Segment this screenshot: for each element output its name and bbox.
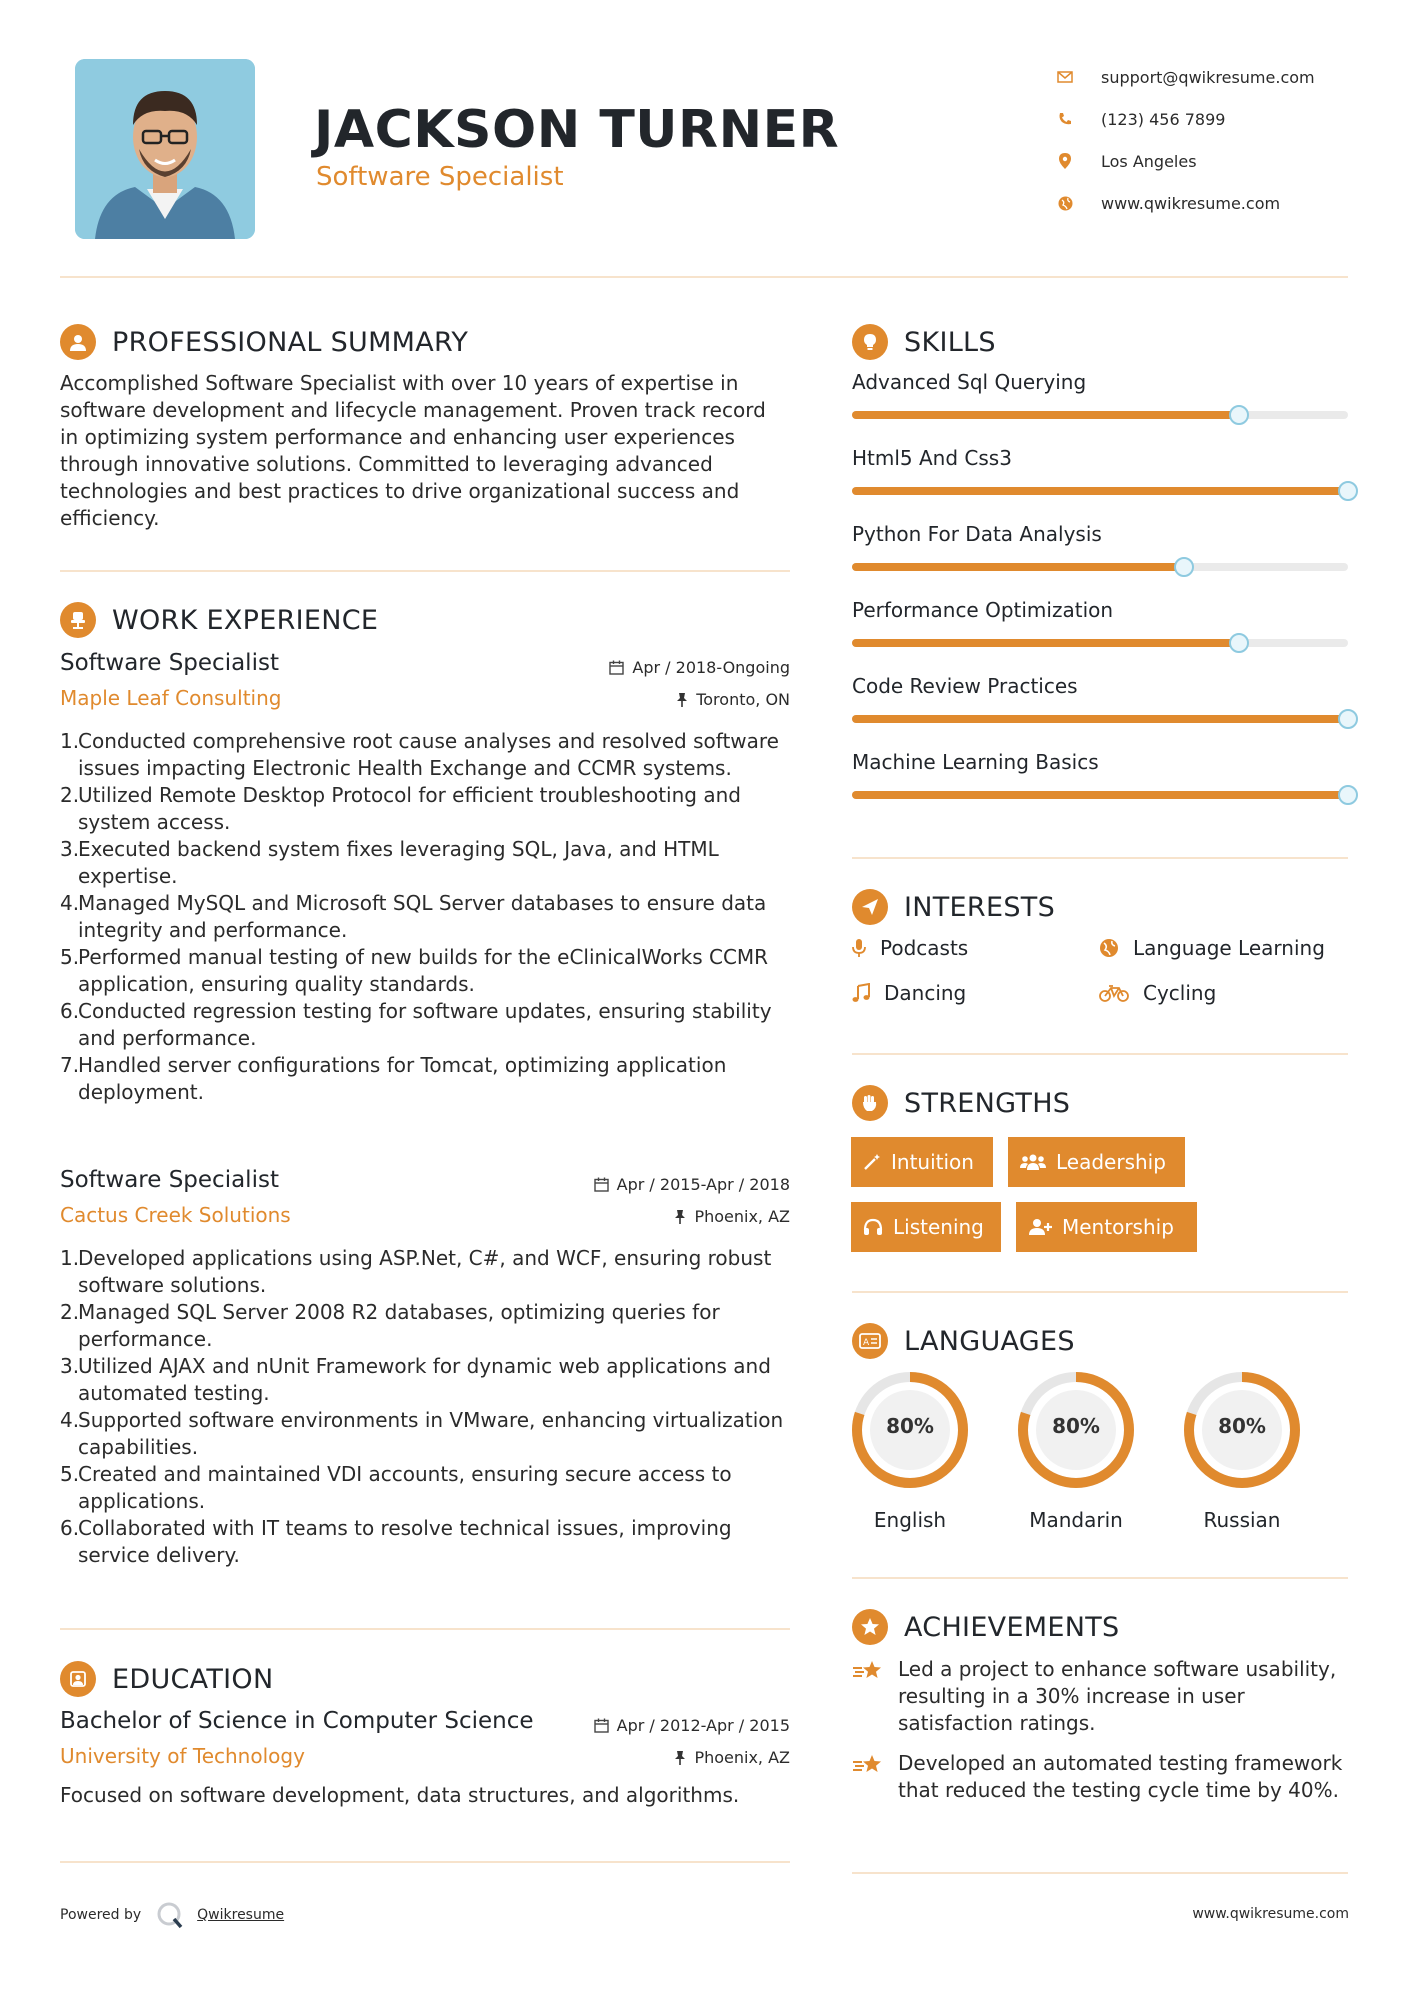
office-chair-icon bbox=[60, 602, 96, 638]
graduate-icon bbox=[60, 1661, 96, 1697]
contact-location bbox=[1055, 140, 1355, 182]
job-location bbox=[674, 1207, 790, 1226]
strength-badge bbox=[1016, 1202, 1197, 1252]
interest-label: Podcasts bbox=[880, 936, 969, 960]
envelope-icon bbox=[1055, 67, 1075, 87]
summary-heading bbox=[60, 324, 468, 360]
education-location-text: Phoenix, AZ bbox=[694, 1748, 790, 1767]
interests-divider bbox=[852, 1053, 1348, 1055]
skill-bar-fill bbox=[852, 411, 1239, 419]
calendar-icon bbox=[594, 1718, 609, 1733]
strength-badge bbox=[851, 1137, 993, 1187]
skill-bar-fill bbox=[852, 563, 1184, 571]
shooting-star-icon bbox=[852, 1659, 884, 1683]
strength-label: Leadership bbox=[1056, 1150, 1166, 1174]
pushpin-icon bbox=[674, 1750, 686, 1765]
interest-item bbox=[852, 981, 966, 1005]
skill-name: Machine Learning Basics bbox=[852, 750, 1099, 774]
summary-title: PROFESSIONAL SUMMARY bbox=[112, 326, 469, 358]
language-name: English bbox=[873, 1508, 947, 1532]
skills-heading bbox=[852, 324, 996, 360]
achievement-item bbox=[852, 1750, 1352, 1804]
contact-email[interactable] bbox=[1055, 56, 1355, 98]
list-item: 2. Utilized Remote Desktop Protocol for efficient troubleshooting and system access. bbox=[60, 783, 741, 834]
pushpin-icon bbox=[674, 1209, 686, 1224]
interests-title: INTERESTS bbox=[904, 891, 1056, 923]
job-company: Cactus Creek Solutions bbox=[60, 1203, 291, 1227]
job-title: Software Specialist bbox=[60, 1167, 279, 1193]
skill-bar bbox=[852, 487, 1348, 495]
skill-bar-knob bbox=[1338, 481, 1358, 501]
contact-website[interactable] bbox=[1055, 182, 1355, 224]
languages-divider bbox=[852, 1577, 1348, 1579]
degree-title: Bachelor of Science in Computer Science bbox=[60, 1708, 534, 1734]
language-item bbox=[1016, 1370, 1136, 1532]
svg-text:A: A bbox=[863, 1338, 870, 1348]
map-pin-icon bbox=[1055, 151, 1075, 171]
list-item: 5. Created and maintained VDI accounts, ensuring secure access to applications. bbox=[60, 1462, 732, 1513]
interest-item bbox=[852, 936, 968, 960]
job-bullets bbox=[60, 728, 790, 1106]
list-item: 2. Managed SQL Server 2008 R2 databases, optimizing queries for performance. bbox=[60, 1300, 720, 1351]
language-percent: 80% bbox=[1218, 1414, 1266, 1438]
skill-bar-knob bbox=[1229, 405, 1249, 425]
job-location bbox=[676, 690, 790, 709]
interest-item bbox=[1099, 981, 1216, 1005]
achievements-title: ACHIEVEMENTS bbox=[904, 1611, 1120, 1643]
skill-name: Code Review Practices bbox=[852, 674, 1078, 698]
list-item: 6. Conducted regression testing for software updates, ensuring stability and performance. bbox=[60, 999, 772, 1050]
achievement-text: Led a project to enhance software usability, resulting in a 30% increase in user satisfaction ratings. bbox=[898, 1657, 1337, 1735]
skill-bar-knob bbox=[1229, 633, 1249, 653]
achievements-heading bbox=[852, 1609, 1120, 1645]
pushpin-icon bbox=[676, 692, 688, 707]
education-dates-text: Apr / 2012-Apr / 2015 bbox=[616, 1716, 790, 1735]
contact-phone[interactable] bbox=[1055, 98, 1355, 140]
job-company: Maple Leaf Consulting bbox=[60, 686, 282, 710]
job-entry bbox=[60, 650, 790, 1106]
interest-label: Cycling bbox=[1143, 981, 1217, 1005]
footer-powered-by bbox=[60, 1900, 284, 1930]
bicycle-icon bbox=[1099, 984, 1129, 1002]
powered-by-label: Powered by bbox=[60, 1907, 142, 1923]
summary-divider bbox=[60, 570, 790, 572]
skill-bar bbox=[852, 411, 1348, 419]
header-divider bbox=[60, 276, 1348, 278]
skill-item bbox=[852, 446, 1348, 470]
education-dates bbox=[594, 1716, 790, 1735]
achievement-text: Developed an automated testing framework that reduced the testing cycle time by 40%. bbox=[898, 1751, 1343, 1802]
contact-website-text: www.qwikresume.com bbox=[1101, 193, 1281, 213]
job-bullets bbox=[60, 1245, 790, 1569]
language-item bbox=[1182, 1370, 1302, 1532]
strengths-heading bbox=[852, 1085, 1070, 1121]
star-badge-icon bbox=[852, 1609, 888, 1645]
skill-item bbox=[852, 522, 1348, 546]
language-item bbox=[850, 1370, 970, 1532]
school-name: University of Technology bbox=[60, 1744, 305, 1768]
job-location-text: Phoenix, AZ bbox=[694, 1207, 790, 1226]
phone-icon bbox=[1055, 109, 1075, 129]
job-dates-text: Apr / 2018-Ongoing bbox=[632, 658, 790, 677]
skill-bar-fill bbox=[852, 487, 1348, 495]
job-dates-text: Apr / 2015-Apr / 2018 bbox=[616, 1175, 790, 1194]
interest-item bbox=[1099, 936, 1325, 960]
music-icon bbox=[852, 983, 870, 1003]
user-icon bbox=[60, 324, 96, 360]
users-icon bbox=[1020, 1153, 1046, 1171]
skill-name: Python For Data Analysis bbox=[852, 522, 1102, 546]
interests-heading bbox=[852, 889, 1055, 925]
paper-plane-icon bbox=[852, 889, 888, 925]
language-percent: 80% bbox=[886, 1414, 934, 1438]
headphones-icon bbox=[863, 1218, 883, 1236]
skill-bar-knob bbox=[1338, 709, 1358, 729]
skill-bar-fill bbox=[852, 639, 1239, 647]
contact-info bbox=[1055, 56, 1355, 224]
strengths-title: STRENGTHS bbox=[904, 1087, 1071, 1119]
skill-bar-fill bbox=[852, 715, 1348, 723]
education-entry bbox=[60, 1708, 790, 1809]
language-name: Russian bbox=[1203, 1508, 1281, 1532]
job-entry bbox=[60, 1167, 790, 1569]
list-item: 7. Handled server configurations for Tomcat, optimizing application deployment. bbox=[60, 1053, 727, 1104]
skill-bar bbox=[852, 791, 1348, 799]
education-title: EDUCATION bbox=[112, 1663, 274, 1695]
strength-badge bbox=[851, 1202, 1001, 1252]
list-item: 3. Utilized AJAX and nUnit Framework for dynamic web applications and automated testing. bbox=[60, 1354, 771, 1405]
skill-bar bbox=[852, 639, 1348, 647]
skill-item bbox=[852, 674, 1348, 698]
calendar-icon bbox=[609, 660, 624, 675]
list-item: 1. Conducted comprehensive root cause analyses and resolved software issues impacting Electronic Health Exchange and CCMR systems. bbox=[60, 729, 779, 780]
interest-label: Language Learning bbox=[1133, 936, 1325, 960]
achievement-item bbox=[852, 1656, 1352, 1737]
skill-name: Html5 And Css3 bbox=[852, 446, 1012, 470]
fist-icon bbox=[852, 1085, 888, 1121]
language-percent: 80% bbox=[1052, 1414, 1100, 1438]
strength-label: Listening bbox=[893, 1215, 984, 1239]
education-location bbox=[674, 1748, 790, 1767]
globe-icon bbox=[1099, 938, 1119, 958]
interest-label: Dancing bbox=[884, 981, 967, 1005]
education-heading bbox=[60, 1661, 273, 1697]
skill-bar-fill bbox=[852, 791, 1348, 799]
languages-heading bbox=[852, 1323, 1075, 1359]
skill-item bbox=[852, 370, 1348, 394]
microphone-icon bbox=[852, 938, 866, 958]
lightbulb-icon bbox=[852, 324, 888, 360]
skill-bar bbox=[852, 563, 1348, 571]
strength-label: Mentorship bbox=[1062, 1215, 1174, 1239]
skill-bar bbox=[852, 715, 1348, 723]
list-item: 6. Collaborated with IT teams to resolve technical issues, improving service delivery. bbox=[60, 1516, 732, 1567]
globe-icon bbox=[1055, 193, 1075, 213]
languages-title: LANGUAGES bbox=[904, 1325, 1075, 1357]
shooting-star-icon bbox=[852, 1753, 884, 1777]
contact-location-text: Los Angeles bbox=[1101, 151, 1197, 171]
experience-heading bbox=[60, 602, 378, 638]
calendar-icon bbox=[594, 1177, 609, 1192]
language-name: Mandarin bbox=[1029, 1508, 1123, 1532]
profile-photo bbox=[75, 59, 255, 239]
list-item: 3. Executed backend system fixes leveraging SQL, Java, and HTML expertise. bbox=[60, 837, 719, 888]
skill-item bbox=[852, 750, 1348, 774]
candidate-title: Software Specialist bbox=[316, 162, 564, 192]
list-item: 4. Supported software environments in VMware, enhancing virtualization capabilities. bbox=[60, 1408, 784, 1459]
user-plus-icon bbox=[1028, 1218, 1052, 1236]
qwikresume-link[interactable]: Qwikresume bbox=[197, 1907, 285, 1923]
footer-website[interactable]: www.qwikresume.com bbox=[1192, 1906, 1349, 1922]
qwikresume-logo-icon bbox=[155, 1900, 185, 1930]
strengths-divider bbox=[852, 1291, 1348, 1293]
skill-item bbox=[852, 598, 1348, 622]
strength-badge bbox=[1008, 1137, 1185, 1187]
job-title: Software Specialist bbox=[60, 650, 279, 676]
magic-wand-icon bbox=[863, 1153, 881, 1171]
skills-divider bbox=[852, 857, 1348, 859]
strength-label: Intuition bbox=[891, 1150, 974, 1174]
experience-divider bbox=[60, 1628, 790, 1630]
job-dates bbox=[594, 1175, 790, 1194]
summary-text: Accomplished Software Specialist with over 10 years of expertise in software development and lifecycle management. Proven track record in optimizing system performance and enhancing user experiences through innovative solutions. Committed to leveraging advanced technologies and best practices to drive organizational success and efficiency. bbox=[60, 371, 766, 530]
skills-title: SKILLS bbox=[904, 326, 996, 358]
list-item: 5. Performed manual testing of new builds for the eClinicalWorks CCMR application, ensuring quality standards. bbox=[60, 945, 769, 996]
candidate-name: JACKSON TURNER bbox=[314, 100, 840, 160]
job-location-text: Toronto, ON bbox=[696, 690, 790, 709]
education-description: Focused on software development, data structures, and algorithms. bbox=[60, 1783, 740, 1807]
list-item: 1. Developed applications using ASP.Net, C#, and WCF, ensuring robust software solutions. bbox=[60, 1246, 772, 1297]
skill-bar-knob bbox=[1338, 785, 1358, 805]
education-divider bbox=[60, 1861, 790, 1863]
experience-title: WORK EXPERIENCE bbox=[112, 604, 379, 636]
contact-email-text: support@qwikresume.com bbox=[1101, 67, 1315, 87]
skill-name: Advanced Sql Querying bbox=[852, 370, 1087, 394]
job-dates bbox=[609, 658, 790, 677]
skill-bar-knob bbox=[1174, 557, 1194, 577]
contact-phone-text: (123) 456 7899 bbox=[1101, 109, 1226, 129]
language-card-icon bbox=[852, 1323, 888, 1359]
achievements-divider bbox=[852, 1872, 1348, 1874]
skill-name: Performance Optimization bbox=[852, 598, 1114, 622]
list-item: 4. Managed MySQL and Microsoft SQL Server databases to ensure data integrity and performance. bbox=[60, 891, 767, 942]
